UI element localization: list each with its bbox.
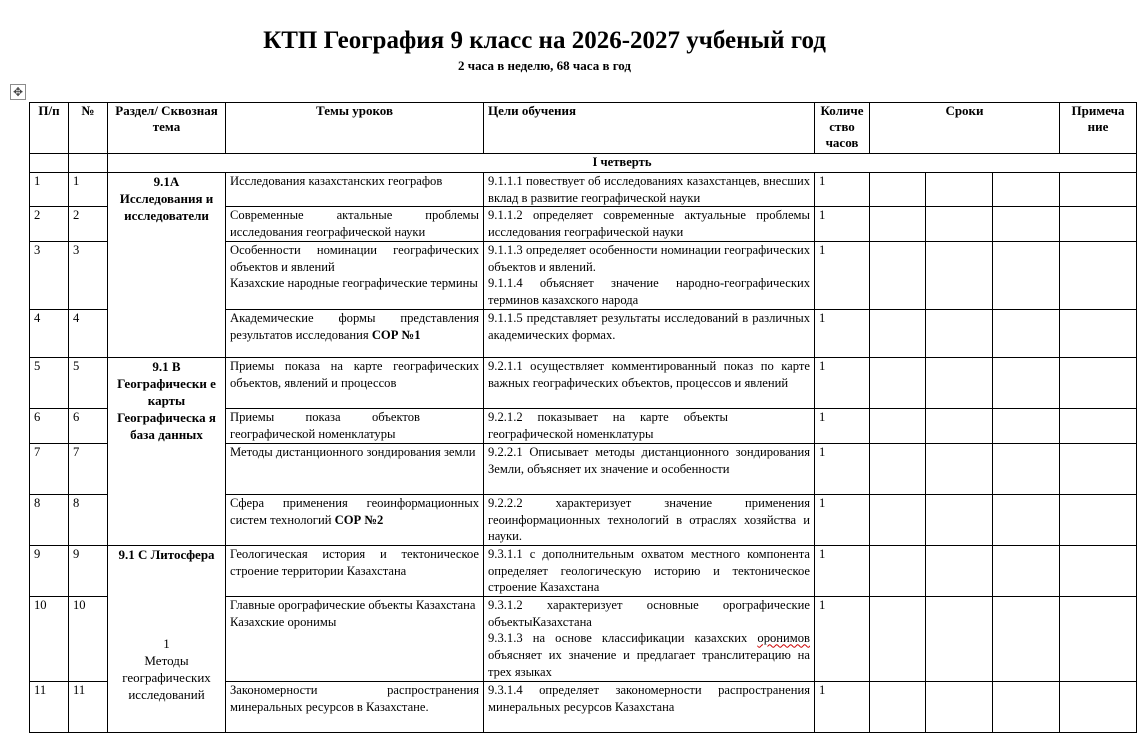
cell-pp: 1 — [30, 173, 69, 207]
cell-goal: 9.2.1.2 показывает на карте объекты географической номенклатуры — [484, 409, 815, 444]
cell-goal: 9.1.1.1 повествует об исследованиях казахстанцев, внесших вклад в развитие географической науки — [484, 173, 815, 207]
cell-pp: 5 — [30, 358, 69, 409]
cell-num: 9 — [69, 546, 108, 597]
move-arrows-icon[interactable]: ✥ — [10, 84, 26, 100]
cell-goal: 9.2.1.1 осуществляет комментированный показ по карте важных географических объектов, процессов и явлений — [484, 358, 815, 409]
cell-topic: Исследования казахстанских географов — [226, 173, 484, 207]
section-cell: 9.1 B Географически е карты Географическа я база данных — [108, 358, 226, 546]
cell-num: 6 — [69, 409, 108, 444]
quarter-row — [30, 154, 1137, 173]
spellcheck-word[interactable]: оронимов — [757, 631, 810, 646]
cell-topic: Сфера применения геоинформационных систем технологий СОР №2 — [226, 495, 484, 546]
header-pp: П/п — [30, 103, 69, 154]
cell-pp: 11 — [30, 682, 69, 733]
cell-hours: 1 — [815, 173, 870, 207]
header-goals: Цели обучения — [484, 103, 815, 154]
cell-hours: 1 — [815, 358, 870, 409]
cell-num: 11 — [69, 682, 108, 733]
cell-topic: Особенности номинации географических объектов и явлений Казахские народные географические термины — [226, 242, 484, 310]
cell-num: 3 — [69, 242, 108, 310]
cell-goal: 9.2.2.1 Описывает методы дистанционного зондирования Земли, объясняет их значение и особенности — [484, 444, 815, 495]
cell-hours: 1 — [815, 682, 870, 733]
cell-goal: 9.3.1.1 с дополнительным охватом местного компонента определяет геологическую историю и тектоническое строение Казахстана — [484, 546, 815, 597]
cell-topic: Современные актальные проблемы исследования географической науки — [226, 207, 484, 242]
cell-hours: 1 — [815, 495, 870, 546]
header-section: Раздел/ Сквозная тема — [108, 103, 226, 154]
header-topics: Темы уроков — [226, 103, 484, 154]
cell-num: 10 — [69, 597, 108, 682]
cell-topic: Главные орографические объекты Казахстана Казахские оронимы — [226, 597, 484, 682]
cell-goal: 9.1.1.5 представляет результаты исследований в различных академических формах. — [484, 310, 815, 358]
cell-hours: 1 — [815, 546, 870, 597]
cell-hours: 1 — [815, 310, 870, 358]
header-num: № — [69, 103, 108, 154]
header-dates: Сроки — [870, 103, 1060, 154]
cell-topic: Закономерности распространения минеральных ресурсов в Казахстане. — [226, 682, 484, 733]
document-title: КТП География 9 класс на 2026-2027 учбеный год — [263, 27, 826, 54]
header-notes: Примеча ние — [1060, 103, 1137, 154]
header-row — [30, 103, 1137, 154]
cell-pp: 4 — [30, 310, 69, 358]
cell-goal: 9.3.1.4 определяет закономерности распространения минеральных ресурсов Казахстана — [484, 682, 815, 733]
cell-topic: Методы дистанционного зондирования земли — [226, 444, 484, 495]
cell-hours: 1 — [815, 409, 870, 444]
section-cell: 9.1A Исследования и исследователи — [108, 173, 226, 358]
cell-num: 7 — [69, 444, 108, 495]
cell-pp: 6 — [30, 409, 69, 444]
table-row — [30, 173, 1137, 207]
cell-topic: Академические формы представления результатов исследования СОР №1 — [226, 310, 484, 358]
cell-pp: 9 — [30, 546, 69, 597]
cell-pp: 2 — [30, 207, 69, 242]
cell-topic: Приемы показа объектов географической номенклатуры — [226, 409, 484, 444]
cell-pp: 8 — [30, 495, 69, 546]
cell-num: 8 — [69, 495, 108, 546]
cell-num: 2 — [69, 207, 108, 242]
section-cell: 9.1 C Литосфера 1 Методы географических исследований — [108, 546, 226, 733]
table-row — [30, 546, 1137, 597]
cell-hours: 1 — [815, 242, 870, 310]
cell-hours: 1 — [815, 597, 870, 682]
cell-pp: 3 — [30, 242, 69, 310]
cell-topic: Геологическая история и тектоническое строение территории Казахстана — [226, 546, 484, 597]
cell-hours: 1 — [815, 444, 870, 495]
ktp-table — [29, 102, 1137, 733]
cell-pp: 10 — [30, 597, 69, 682]
cell-num: 5 — [69, 358, 108, 409]
cell-hours: 1 — [815, 207, 870, 242]
table-row — [30, 358, 1137, 409]
cell-pp: 7 — [30, 444, 69, 495]
cell-goal: 9.1.1.3 определяет особенности номинации географических объектов и явлений. 9.1.1.4 объясняет значение народно-географических терминов казахского народа — [484, 242, 815, 310]
cell-num: 1 — [69, 173, 108, 207]
quarter-label: I четверть — [108, 154, 1137, 173]
cell-num: 4 — [69, 310, 108, 358]
document-subtitle: 2 часа в неделю, 68 часа в год — [457, 58, 631, 73]
cell-topic: Приемы показа на карте географических объектов, явлений и процессов — [226, 358, 484, 409]
cell-goal: 9.3.1.2 характеризует основные орографические объектыКазахстана 9.3.1.3 на основе классификации казахских оронимов объясняет их значение и предлагает транслитерацию на трех языках — [484, 597, 815, 682]
cell-goal: 9.1.1.2 определяет современные актуальные проблемы исследования географической науки — [484, 207, 815, 242]
header-hours: Количе ство часов — [815, 103, 870, 154]
cell-goal: 9.2.2.2 характеризует значение применения геоинформационных технологий в отраслях хозяйства и науки. — [484, 495, 815, 546]
